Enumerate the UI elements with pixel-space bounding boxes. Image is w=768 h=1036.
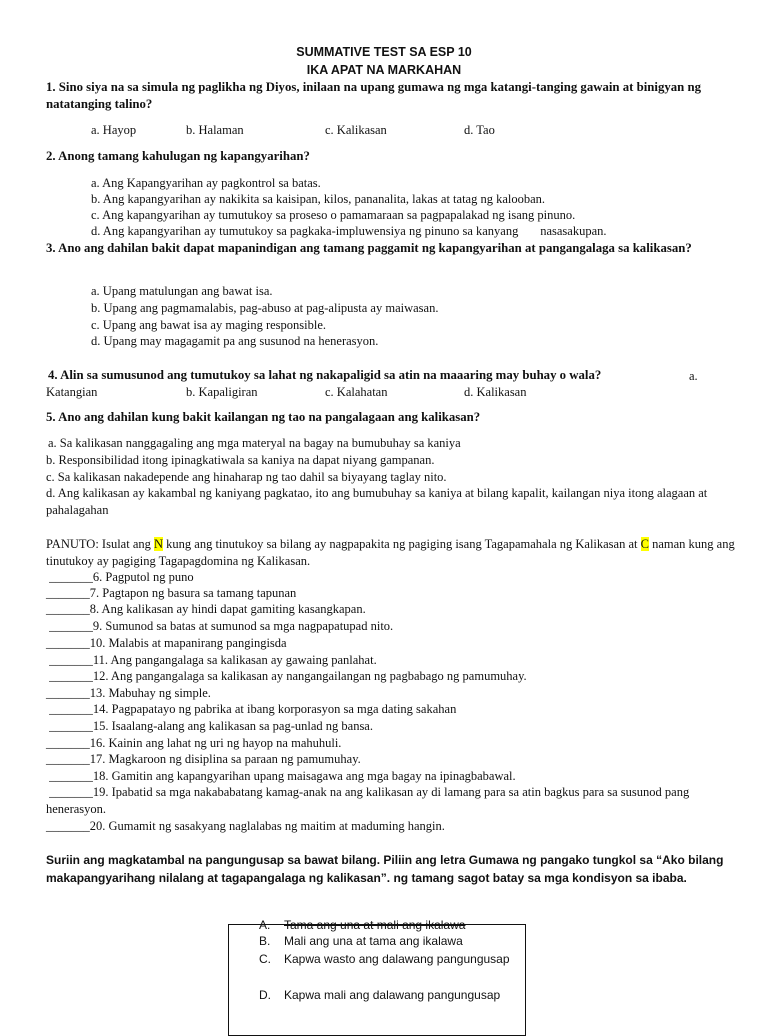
q5-option-c: c. Sa kalikasan nakadepende ang hinaharap ng tao dahil sa biyayang taglay nito. — [46, 470, 447, 484]
q4-option-a-letter: a. — [689, 369, 698, 383]
item-14: _______14. Pagpapatayo ng pabrika at ibang korporasyon sa mga dating sakahan — [46, 702, 457, 716]
question-5: 5. Ano ang dahilan kung bakit kailangan ng tao na pangalagaan ang kalikasan? — [46, 410, 481, 424]
q4-option-a: Katangian — [46, 385, 98, 399]
matching-instruction: Suriin ang magkatambal na pangungusap sa bawat bilang. Piliin ang letra Gumawa ng pangako tungkol sa “Ako bilang makapangyarihang nilalang at tagapangalaga ng kalikasan”. ng tamang sagot batay sa mga kondisyon sa ibaba. — [46, 853, 724, 885]
question-1: 1. Sino siya na sa simula ng paglikha ng Diyos, inilaan na upang gumawa ng mga katangi-tanging gawain at binigyan ng natatanging talino? — [46, 80, 701, 111]
item-16: _______16. Kainin ang lahat ng uri ng hayop na mahuhuli. — [46, 736, 342, 750]
item-6: _______6. Pagputol ng puno — [46, 570, 194, 584]
legend-letter-a: A. — [259, 918, 271, 932]
q1-option-b: b. Halaman — [186, 123, 244, 137]
item-15: _______15. Isaalang-alang ang kalikasan sa pag-unlad ng bansa. — [46, 719, 373, 733]
legend-text-c: Kapwa wasto ang dalawang pangungusap — [284, 952, 510, 966]
panuto-instruction — [46, 536, 736, 570]
q2-option-d: d. Ang kapangyarihan ay tumutukoy sa pagkaka-impluwensiya ng pinuno sa kanyang nasasakupan. — [91, 224, 607, 238]
q3-option-d: d. Upang may magagamit pa ang susunod na henerasyon. — [91, 334, 379, 348]
panuto-middle: kung ang tinutukoy sa bilang ay nagpapakita ng pagiging isang Tagapamahala ng Kalikasan at — [163, 537, 641, 551]
item-7: _______7. Pagtapon ng basura sa tamang tapunan — [46, 586, 297, 600]
item-13: _______13. Mabuhay ng simple. — [46, 686, 211, 700]
question-3: 3. Ano ang dahilan bakit dapat mapanindigan ang tamang paggamit ng kapangyarihan at pangangalaga sa kalikasan? — [46, 241, 692, 255]
q5-option-a: a. Sa kalikasan nanggagaling ang mga materyal na bagay na bumubuhay sa kaniya — [48, 436, 461, 450]
legend-text-b: Mali ang una at tama ang ikalawa — [284, 934, 463, 948]
item-20: _______20. Gumamit ng sasakyang naglalabas ng maitim at maduming hangin. — [46, 819, 445, 833]
q1-option-a: a. Hayop — [91, 123, 137, 137]
panuto-letter-n: N — [154, 537, 164, 551]
panuto-lead: PANUTO: Isulat ang — [46, 537, 154, 551]
q5-option-b: b. Responsibilidad itong ipinagkatiwala sa kaniya na dapat niyang gampanan. — [46, 453, 435, 467]
legend-item-b — [259, 933, 519, 951]
legend-item-c — [259, 951, 514, 969]
legend-letter-d: D. — [259, 988, 271, 1002]
q4-option-b: b. Kapaligiran — [186, 385, 258, 399]
panuto-tail: naman kung ang tinutukoy ay pagiging Tagapagdomina ng Kalikasan. — [46, 537, 735, 568]
legend-item-d — [259, 987, 519, 1005]
item-12: _______12. Ang pangangalaga sa kalikasan ay nangangailangan ng pagbabago ng pamumuhay. — [46, 669, 527, 683]
q4-option-d: d. Kalikasan — [464, 385, 527, 399]
item-8: _______8. Ang kalikasan ay hindi dapat gamiting kasangkapan. — [46, 602, 366, 616]
item-9: _______9. Sumunod sa batas at sumunod sa mga nagpapatupad nito. — [46, 619, 394, 633]
question-2: 2. Anong tamang kahulugan ng kapangyarihan? — [46, 149, 310, 163]
q5-option-d: d. Ang kalikasan ay kakambal ng kaniyang pagkatao, ito ang bumubuhay sa kaniya at bilang kapalit, kailangan niya itong alagaan at pahalagahan — [46, 486, 708, 517]
q2-option-b: b. Ang kapangyarihan ay nakikita sa kaisipan, kilos, pananalita, lakas at tatag ng kalooban. — [91, 192, 546, 206]
q1-option-d: d. Tao — [464, 123, 495, 137]
q3-option-b: b. Upang ang pagmamalabis, pag-abuso at pag-alipusta ay maiwasan. — [91, 301, 439, 315]
item-18: _______18. Gamitin ang kapangyarihan upang maisagawa ang mga bagay na ipinagbabawal. — [46, 769, 516, 783]
q2-option-c: c. Ang kapangyarihan ay tumutukoy sa proseso o pamamaraan sa pagpapalakad ng isang pinuno. — [91, 208, 576, 222]
legend-letter-b: B. — [259, 934, 271, 948]
legend-text-a: Tama ang una at mali ang ikalawa — [284, 918, 466, 932]
item-10: _______10. Malabis at mapanirang pangingisda — [46, 636, 287, 650]
q3-option-c: c. Upang ang bawat isa ay maging responsible. — [91, 318, 327, 332]
item-19: _______19. Ipabatid sa mga nakababatang kamag-anak na ang kalikasan ay di lamang para sa atin bagkus para sa susunod pang henerasyon. — [46, 785, 693, 816]
q4-option-c: c. Kalahatan — [325, 385, 388, 399]
item-11: _______11. Ang pangangalaga sa kalikasan ay gawaing panlahat. — [46, 653, 377, 667]
q3-option-a: a. Upang matulungan ang bawat isa. — [91, 284, 273, 298]
test-subtitle: IKA APAT NA MARKAHAN — [306, 63, 462, 77]
legend-letter-c: C. — [259, 952, 271, 966]
item-17: _______17. Magkaroon ng disiplina sa paraan ng pamumuhay. — [46, 752, 361, 766]
panuto-letter-c: C — [640, 537, 649, 551]
legend-text-d: Kapwa mali ang dalawang pangungusap — [284, 988, 501, 1002]
test-title: SUMMATIVE TEST SA ESP 10 — [296, 45, 472, 59]
answer-legend-box — [228, 918, 526, 1036]
q1-option-c: c. Kalikasan — [325, 123, 387, 137]
q2-option-a: a. Ang Kapangyarihan ay pagkontrol sa batas. — [91, 176, 321, 190]
question-4: 4. Alin sa sumusunod ang tumutukoy sa lahat ng nakapaligid sa atin na maaaring may buhay o wala? — [48, 368, 602, 382]
legend-item-a — [259, 917, 519, 935]
